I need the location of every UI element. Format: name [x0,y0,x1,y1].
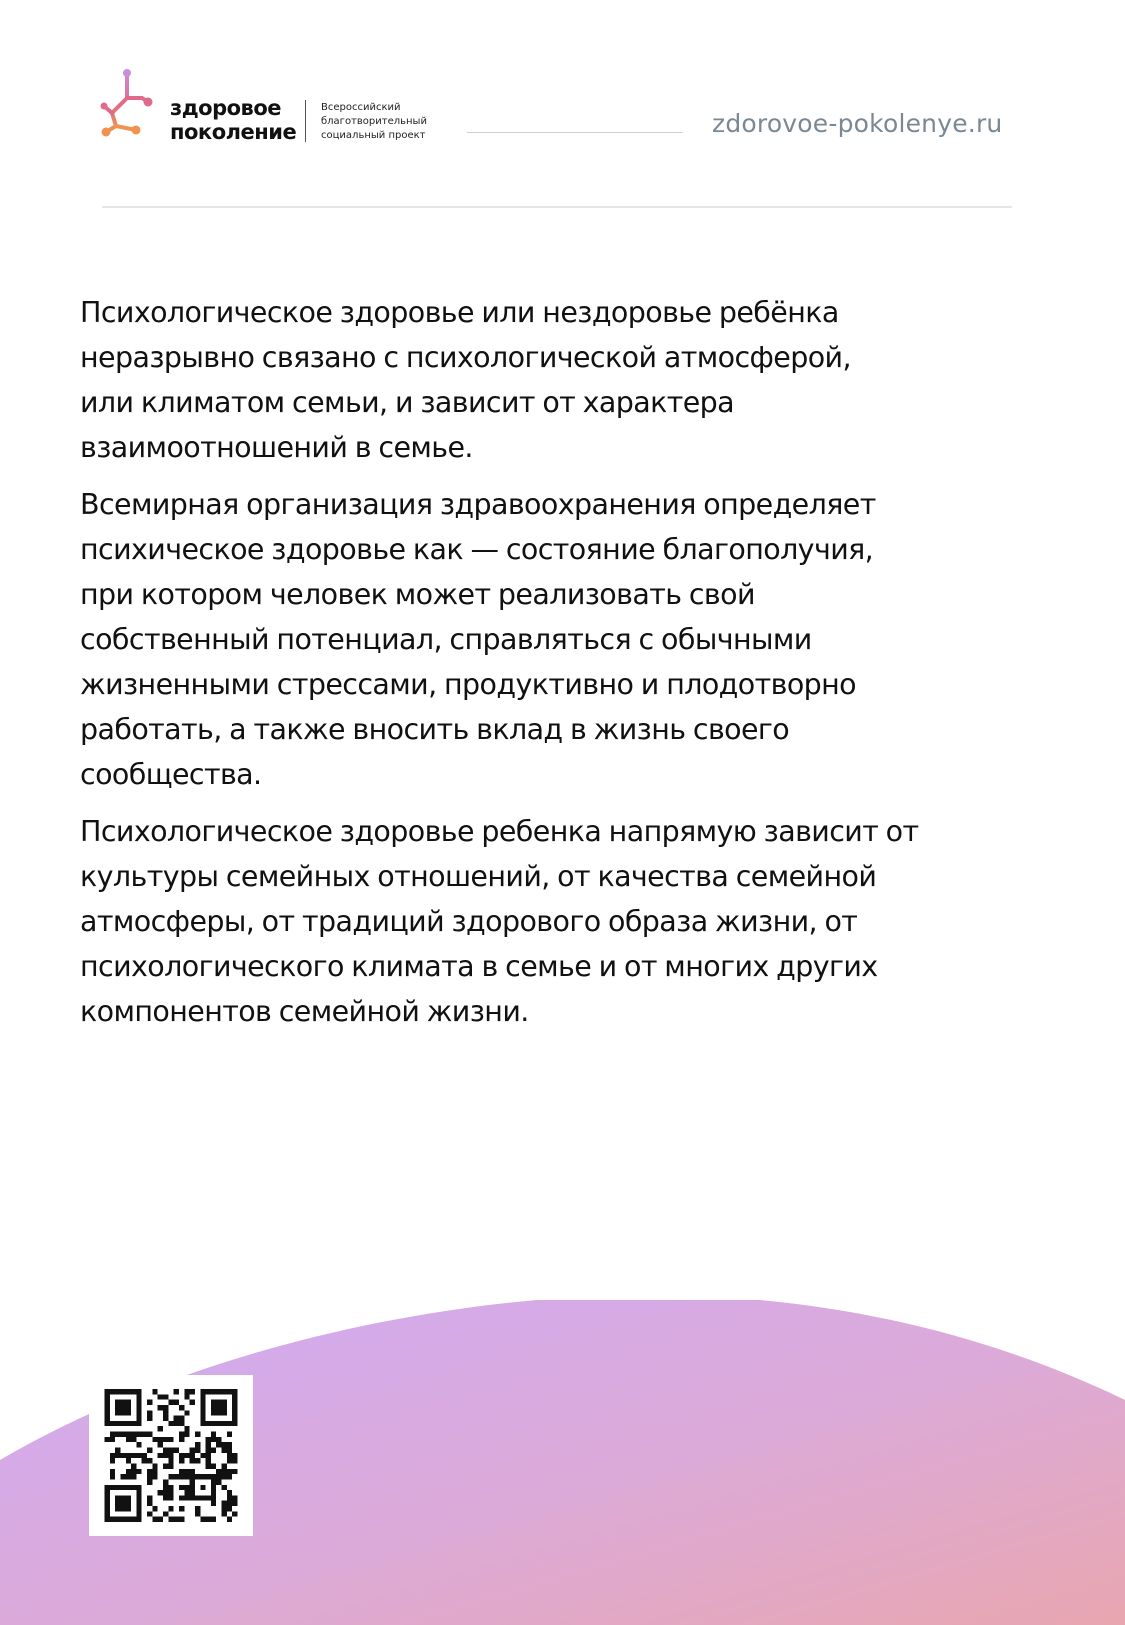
page-header [0,0,1125,210]
article-body [80,290,1040,1046]
text-line: при котором человек может реализовать свой [80,578,755,611]
paragraph-1 [80,290,1040,470]
text-line: психическое здоровье как — состояние благополучия, [80,533,874,566]
text-line: неразрывно связано с психологической атмосферой, [80,341,851,374]
tagline-line1: Всероссийский [321,102,401,113]
paragraph-2 [80,482,1040,797]
site-url[interactable]: zdorovoe-pokolenye.ru [712,109,1003,138]
text-line: атмосферы, от традиций здорового образа жизни, от [80,905,858,938]
text-line: компонентов семейной жизни. [80,995,529,1028]
header-rule [102,206,1012,208]
text-line: работать, а также вносить вклад в жизнь своего [80,713,790,746]
qr-code[interactable] [89,1375,253,1536]
logo-molecule-icon [96,68,160,144]
qr-code-icon [103,1389,239,1522]
text-line: психологического климата в семье и от многих других [80,950,878,983]
text-line: Психологическое здоровье ребенка напрямую зависит от [80,815,919,848]
text-line: собственный потенциал, справляться с обычными [80,623,812,656]
text-line: взаимоотношений в семье. [80,431,473,464]
logo-wordmark [170,96,296,144]
logo-tagline [321,101,427,143]
logo-name-line1: здоровое [170,96,282,120]
text-line: Психологическое здоровье или нездоровье ребёнка [80,296,839,329]
text-line: культуры семейных отношений, от качества семейной [80,860,877,893]
logo-divider [305,100,306,142]
text-line: сообщества. [80,758,262,791]
text-line: Всемирная организация здравоохранения определяет [80,488,876,521]
paragraph-3 [80,809,1040,1034]
tagline-line3: социальный проект [321,130,426,141]
tagline-line2: благотворительный [321,116,427,127]
text-line: или климатом семьи, и зависит от характера [80,386,735,419]
logo-name-line2: поколение [170,120,297,144]
text-line: жизненными стрессами, продуктивно и плодотворно [80,668,857,701]
header-separator-line [467,132,683,133]
